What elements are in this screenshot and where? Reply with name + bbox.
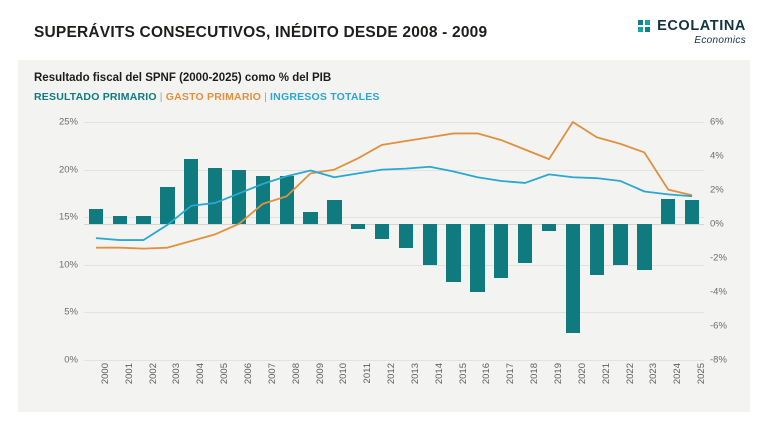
line-ingresos-totales (96, 167, 692, 240)
x-axis-tick-label: 2021 (600, 363, 612, 385)
x-axis-tick-label: 2011 (362, 363, 374, 384)
y-axis-right-tick: 2% (710, 184, 724, 196)
legend-item-ingresos-totales: INGRESOS TOTALES (270, 91, 380, 103)
x-axis-tick-label: 2006 (243, 363, 254, 385)
x-axis-tick-label: 2018 (529, 363, 541, 385)
x-axis-tick-label: 2003 (171, 363, 183, 385)
y-axis-right-tick: 6% (710, 116, 724, 128)
y-axis-left-tick: 15% (58, 211, 78, 223)
x-axis-tick-label: 2001 (123, 363, 135, 385)
x-axis-tick-label: 2014 (433, 363, 445, 385)
y-axis-left-tick: 5% (64, 306, 78, 318)
x-axis-tick-label: 2023 (648, 363, 660, 385)
x-axis-tick-label: 2005 (219, 363, 231, 385)
y-axis-left-tick: 20% (58, 164, 78, 176)
x-axis-tick-label: 2000 (99, 363, 111, 385)
y-axis-left-tick: 0% (64, 354, 78, 366)
y-axis-right-tick: -8% (710, 354, 727, 366)
chart-card (18, 60, 750, 412)
chart-legend: RESULTADO PRIMARIO | GASTO PRIMARIO | INGRESOS TOTALES (34, 91, 380, 103)
x-axis-tick-label: 2002 (147, 363, 159, 385)
y-axis-left-tick: 10% (58, 259, 78, 271)
x-axis-tick-label: 2009 (314, 363, 326, 385)
x-axis-tick-label: 2004 (195, 363, 207, 385)
brand-logo (638, 18, 746, 46)
chart-title: Resultado fiscal del SPNF (2000-2025) como % del PIB (34, 72, 332, 84)
x-axis-tick-label: 2025 (696, 363, 708, 385)
y-axis-right-tick: -4% (710, 286, 727, 298)
line-series-layer (84, 122, 704, 360)
x-axis-tick-label: 2024 (672, 363, 684, 385)
x-axis-tick-label: 2015 (457, 363, 469, 385)
x-axis-tick-label: 2012 (386, 363, 398, 385)
legend-item-gasto-primario: GASTO PRIMARIO (165, 91, 262, 103)
brand-name: ECOLATINA (657, 18, 746, 34)
line-gasto-primario (96, 122, 692, 249)
y-axis-right-tick: 0% (710, 218, 724, 230)
x-axis-tick-label: 2007 (266, 363, 278, 385)
gridline (84, 360, 704, 361)
x-axis-tick-label: 2022 (624, 363, 636, 385)
page-header (0, 0, 768, 62)
chart-x-axis-labels (84, 363, 708, 409)
y-axis-right-tick: -2% (710, 252, 727, 264)
y-axis-left-tick: 25% (58, 116, 78, 128)
legend-item-resultado-primario: RESULTADO PRIMARIO (34, 91, 157, 103)
x-axis-tick-label: 2020 (576, 363, 588, 385)
brand-subtitle: Economics (694, 35, 746, 46)
x-axis-tick-label: 2013 (409, 363, 421, 385)
x-axis-tick-label: 2016 (481, 363, 493, 385)
y-axis-right-tick: 4% (710, 150, 724, 162)
four-squares-logo-icon (638, 20, 651, 33)
x-axis-tick-label: 2019 (553, 363, 564, 385)
x-axis-tick-label: 2010 (338, 363, 350, 385)
chart-plot-area (58, 116, 727, 366)
x-axis-tick-label: 2017 (505, 363, 517, 385)
y-axis-right-tick: -6% (710, 320, 727, 332)
page-title: SUPERÁVITS CONSECUTIVOS, INÉDITO DESDE 2008 - 2009 (34, 24, 488, 41)
x-axis-tick-label: 2008 (290, 363, 302, 385)
